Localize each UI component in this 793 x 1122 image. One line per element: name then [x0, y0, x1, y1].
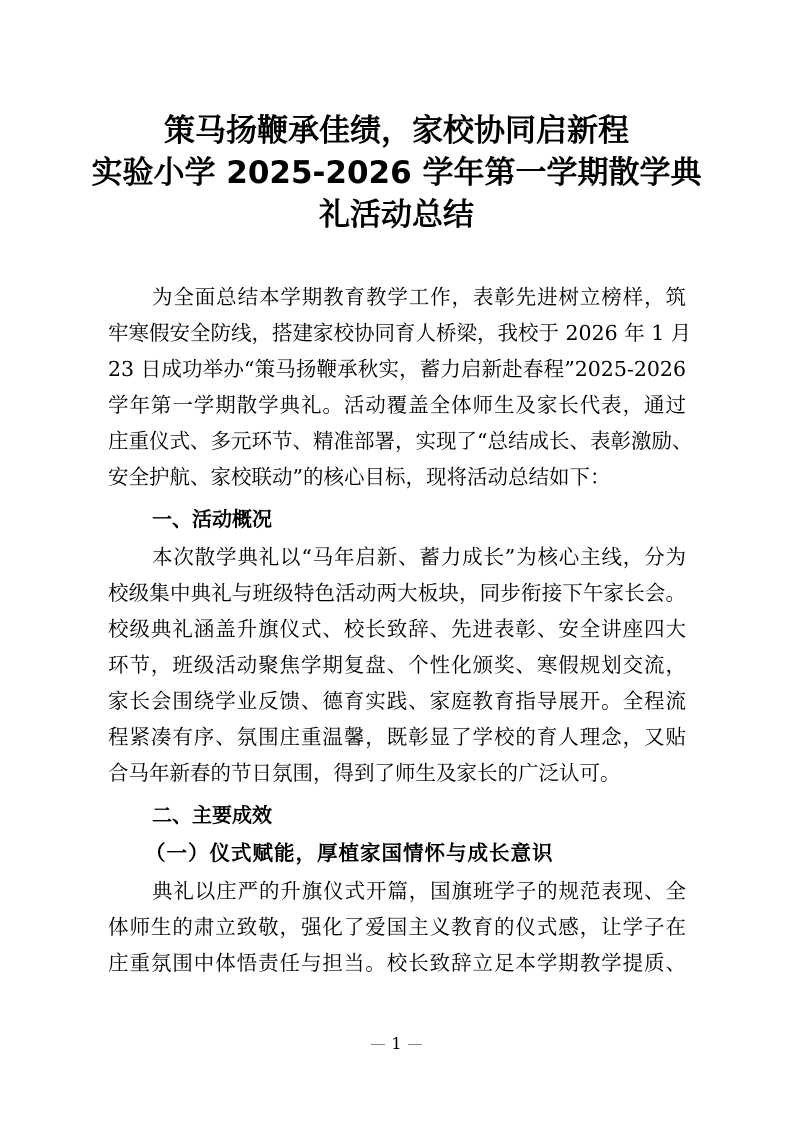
ceremony-line: 体师生的肃立致敬，强化了爱国主义教育的仪式感，让学子在: [108, 915, 686, 939]
intro-line: 为全面总结本学期教育教学工作，表彰先进树立榜样，筑: [152, 285, 686, 309]
document-title-line-3: 礼活动总结: [319, 197, 474, 233]
intro-line: 庄重仪式、多元环节、精准部署，实现了“总结成长、表彰激励、: [108, 429, 693, 453]
footer-dash-right: [408, 1044, 422, 1045]
ceremony-line: 庄重氛围中体悟责任与担当。校长致辞立足本学期教学提质、: [108, 951, 686, 975]
subsection-heading-ceremony: （一）仪式赋能，厚植家国情怀与成长意识: [145, 841, 554, 865]
overview-line: 校级典礼涵盖升旗仪式、校长致辞、先进表彰、安全讲座四大: [108, 617, 686, 641]
section-heading-achievements: 二、主要成效: [152, 803, 272, 827]
overview-line: 家长会围绕学业反馈、德育实践、家庭教育指导展开。全程流: [108, 689, 686, 713]
footer-dash-left: [371, 1044, 385, 1045]
overview-line: 环节，班级活动聚焦学期复盘、个性化颁奖、寒假规划交流，: [108, 653, 686, 677]
document-title-line-2: 实验小学 2025-2026 学年第一学期散学典: [91, 155, 702, 191]
page-number: 1: [391, 1034, 402, 1053]
intro-line: 牢寒假安全防线，搭建家校协同育人桥梁，我校于 2026 年 1 月: [108, 321, 692, 345]
page-footer: [0, 1034, 793, 1054]
intro-line: 学年第一学期散学典礼。活动覆盖全体师生及家长代表，通过: [108, 393, 686, 417]
ceremony-line: 典礼以庄严的升旗仪式开篇，国旗班学子的规范表现、全: [152, 879, 686, 903]
document-title-line-1: 策马扬鞭承佳绩，家校协同启新程: [164, 113, 629, 149]
overview-line: 本次散学典礼以“马年启新、蓄力成长”为核心主线，分为: [152, 545, 686, 569]
overview-line: 程紧凑有序、氛围庄重温馨，既彰显了学校的育人理念，又贴: [108, 725, 686, 749]
section-heading-overview: 一、活动概况: [152, 507, 272, 531]
intro-line: 安全护航、家校联动”的核心目标，现将活动总结如下：: [108, 465, 611, 489]
overview-line: 合马年新春的节日氛围，得到了师生及家长的广泛认可。: [108, 761, 621, 785]
intro-line: 23 日成功举办“策马扬鞭承秋实，蓄力启新赴春程”2025-2026: [108, 357, 686, 381]
overview-line: 校级集中典礼与班级特色活动两大板块，同步衔接下午家长会。: [108, 581, 686, 605]
